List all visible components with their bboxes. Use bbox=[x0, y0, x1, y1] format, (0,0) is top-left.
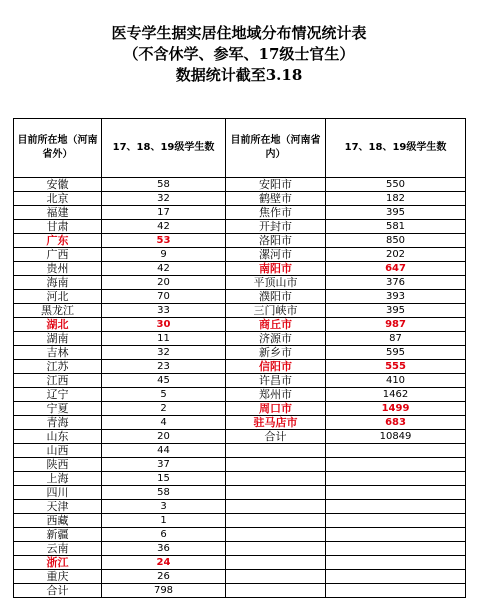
outside-name-cell: 上海 bbox=[14, 472, 102, 486]
outside-count-cell: 798 bbox=[102, 584, 226, 598]
inside-count-cell: 581 bbox=[326, 220, 466, 234]
inside-name-cell: 合计 bbox=[226, 430, 326, 444]
inside-count-cell: 393 bbox=[326, 290, 466, 304]
outside-count-cell: 37 bbox=[102, 458, 226, 472]
inside-count-cell: 1499 bbox=[326, 402, 466, 416]
outside-count-cell: 20 bbox=[102, 430, 226, 444]
outside-count-cell: 11 bbox=[102, 332, 226, 346]
title-line-1: 医专学生据实居住地域分布情况统计表 bbox=[111, 24, 367, 42]
inside-empty-cell bbox=[226, 584, 326, 598]
outside-name-cell: 湖南 bbox=[14, 332, 102, 346]
inside-empty-cell bbox=[326, 444, 466, 458]
outside-name-cell: 重庆 bbox=[14, 570, 102, 584]
inside-empty-cell bbox=[226, 514, 326, 528]
inside-empty-cell bbox=[326, 584, 466, 598]
table-row bbox=[14, 388, 466, 402]
table-row bbox=[14, 556, 466, 570]
outside-name-cell: 海南 bbox=[14, 276, 102, 290]
inside-empty-cell bbox=[226, 444, 326, 458]
inside-name-cell: 鹤壁市 bbox=[226, 192, 326, 206]
outside-name-cell: 天津 bbox=[14, 500, 102, 514]
inside-name-cell: 商丘市 bbox=[226, 318, 326, 332]
outside-name-cell: 湖北 bbox=[14, 318, 102, 332]
inside-count-cell: 555 bbox=[326, 360, 466, 374]
inside-name-cell: 驻马店市 bbox=[226, 416, 326, 430]
outside-name-cell: 西藏 bbox=[14, 514, 102, 528]
inside-count-cell: 395 bbox=[326, 304, 466, 318]
outside-name-cell: 青海 bbox=[14, 416, 102, 430]
outside-count-cell: 44 bbox=[102, 444, 226, 458]
inside-name-cell: 濮阳市 bbox=[226, 290, 326, 304]
outside-count-cell: 58 bbox=[102, 486, 226, 500]
inside-empty-cell bbox=[326, 542, 466, 556]
outside-name-cell: 新疆 bbox=[14, 528, 102, 542]
table-row bbox=[14, 206, 466, 220]
inside-name-cell: 周口市 bbox=[226, 402, 326, 416]
inside-empty-cell bbox=[226, 570, 326, 584]
table-row bbox=[14, 234, 466, 248]
table-row bbox=[14, 570, 466, 584]
inside-name-cell: 信阳市 bbox=[226, 360, 326, 374]
outside-count-cell: 36 bbox=[102, 542, 226, 556]
table-row bbox=[14, 486, 466, 500]
outside-count-cell: 3 bbox=[102, 500, 226, 514]
outside-count-cell: 2 bbox=[102, 402, 226, 416]
table-row bbox=[14, 472, 466, 486]
inside-name-cell: 新乡市 bbox=[226, 346, 326, 360]
title-block bbox=[13, 18, 465, 118]
header-row bbox=[14, 119, 466, 178]
inside-empty-cell bbox=[226, 458, 326, 472]
outside-count-cell: 4 bbox=[102, 416, 226, 430]
table-row bbox=[14, 416, 466, 430]
inside-name-cell: 南阳市 bbox=[226, 262, 326, 276]
outside-name-cell: 福建 bbox=[14, 206, 102, 220]
outside-name-cell: 江西 bbox=[14, 374, 102, 388]
inside-empty-cell bbox=[326, 556, 466, 570]
inside-count-cell: 850 bbox=[326, 234, 466, 248]
outside-count-cell: 42 bbox=[102, 262, 226, 276]
table-row bbox=[14, 430, 466, 444]
outside-name-cell: 安徽 bbox=[14, 178, 102, 192]
outside-count-cell: 45 bbox=[102, 374, 226, 388]
table-row bbox=[14, 332, 466, 346]
outside-count-cell: 70 bbox=[102, 290, 226, 304]
inside-empty-cell bbox=[226, 500, 326, 514]
table-row bbox=[14, 528, 466, 542]
outside-count-cell: 24 bbox=[102, 556, 226, 570]
table-row bbox=[14, 374, 466, 388]
outside-name-cell: 四川 bbox=[14, 486, 102, 500]
outside-name-cell: 吉林 bbox=[14, 346, 102, 360]
title-line-3: 数据统计截至3.18 bbox=[175, 66, 303, 84]
table-row bbox=[14, 458, 466, 472]
table-row bbox=[14, 276, 466, 290]
inside-name-cell: 许昌市 bbox=[226, 374, 326, 388]
outside-name-cell: 宁夏 bbox=[14, 402, 102, 416]
inside-count-cell: 595 bbox=[326, 346, 466, 360]
inside-empty-cell bbox=[226, 542, 326, 556]
inside-empty-cell bbox=[226, 472, 326, 486]
table-row bbox=[14, 402, 466, 416]
outside-name-cell: 广西 bbox=[14, 248, 102, 262]
outside-count-cell: 1 bbox=[102, 514, 226, 528]
outside-count-cell: 17 bbox=[102, 206, 226, 220]
inside-count-cell: 1462 bbox=[326, 388, 466, 402]
outside-count-cell: 58 bbox=[102, 178, 226, 192]
outside-count-cell: 26 bbox=[102, 570, 226, 584]
inside-empty-cell bbox=[226, 486, 326, 500]
inside-name-cell: 郑州市 bbox=[226, 388, 326, 402]
distribution-table bbox=[13, 118, 466, 598]
outside-name-cell: 北京 bbox=[14, 192, 102, 206]
outside-count-cell: 6 bbox=[102, 528, 226, 542]
outside-count-cell: 32 bbox=[102, 346, 226, 360]
inside-empty-cell bbox=[326, 570, 466, 584]
table-row bbox=[14, 262, 466, 276]
outside-name-cell: 黑龙江 bbox=[14, 304, 102, 318]
table-row bbox=[14, 318, 466, 332]
outside-name-cell: 江苏 bbox=[14, 360, 102, 374]
inside-count-cell: 647 bbox=[326, 262, 466, 276]
outside-count-cell: 5 bbox=[102, 388, 226, 402]
outside-count-cell: 32 bbox=[102, 192, 226, 206]
header-inside-count: 17、18、19级学生数 bbox=[326, 119, 466, 178]
inside-name-cell: 三门峡市 bbox=[226, 304, 326, 318]
outside-count-cell: 23 bbox=[102, 360, 226, 374]
outside-name-cell: 甘肃 bbox=[14, 220, 102, 234]
outside-count-cell: 30 bbox=[102, 318, 226, 332]
inside-empty-cell bbox=[226, 556, 326, 570]
header-inside-region: 目前所在地（河南省内） bbox=[226, 119, 326, 178]
inside-empty-cell bbox=[326, 472, 466, 486]
inside-count-cell: 182 bbox=[326, 192, 466, 206]
table-row bbox=[14, 178, 466, 192]
outside-name-cell: 云南 bbox=[14, 542, 102, 556]
inside-count-cell: 87 bbox=[326, 332, 466, 346]
table-row bbox=[14, 290, 466, 304]
table-row bbox=[14, 304, 466, 318]
table-body bbox=[14, 178, 466, 598]
inside-count-cell: 395 bbox=[326, 206, 466, 220]
inside-name-cell: 焦作市 bbox=[226, 206, 326, 220]
inside-empty-cell bbox=[226, 528, 326, 542]
inside-empty-cell bbox=[326, 458, 466, 472]
table-row bbox=[14, 444, 466, 458]
inside-name-cell: 平顶山市 bbox=[226, 276, 326, 290]
inside-empty-cell bbox=[326, 514, 466, 528]
inside-count-cell: 202 bbox=[326, 248, 466, 262]
inside-name-cell: 济源市 bbox=[226, 332, 326, 346]
outside-name-cell: 河北 bbox=[14, 290, 102, 304]
table-row bbox=[14, 192, 466, 206]
outside-count-cell: 53 bbox=[102, 234, 226, 248]
inside-name-cell: 安阳市 bbox=[226, 178, 326, 192]
outside-name-cell: 广东 bbox=[14, 234, 102, 248]
outside-name-cell: 山东 bbox=[14, 430, 102, 444]
table-row bbox=[14, 500, 466, 514]
outside-count-cell: 9 bbox=[102, 248, 226, 262]
table-row bbox=[14, 514, 466, 528]
header-outside-count: 17、18、19级学生数 bbox=[102, 119, 226, 178]
inside-name-cell: 开封市 bbox=[226, 220, 326, 234]
inside-count-cell: 410 bbox=[326, 374, 466, 388]
statistics-sheet bbox=[13, 18, 465, 598]
outside-count-cell: 33 bbox=[102, 304, 226, 318]
outside-count-cell: 42 bbox=[102, 220, 226, 234]
outside-name-cell: 浙江 bbox=[14, 556, 102, 570]
table-row bbox=[14, 584, 466, 598]
outside-count-cell: 15 bbox=[102, 472, 226, 486]
table-row bbox=[14, 542, 466, 556]
outside-name-cell: 陕西 bbox=[14, 458, 102, 472]
inside-count-cell: 683 bbox=[326, 416, 466, 430]
outside-name-cell: 合计 bbox=[14, 584, 102, 598]
outside-count-cell: 20 bbox=[102, 276, 226, 290]
table-row bbox=[14, 248, 466, 262]
table-row bbox=[14, 360, 466, 374]
inside-count-cell: 376 bbox=[326, 276, 466, 290]
outside-name-cell: 山西 bbox=[14, 444, 102, 458]
outside-name-cell: 贵州 bbox=[14, 262, 102, 276]
table-row bbox=[14, 220, 466, 234]
inside-count-cell: 10849 bbox=[326, 430, 466, 444]
title-line-2: （不含休学、参军、17级士官生） bbox=[123, 45, 355, 63]
inside-name-cell: 漯河市 bbox=[226, 248, 326, 262]
inside-empty-cell bbox=[326, 528, 466, 542]
inside-empty-cell bbox=[326, 486, 466, 500]
header-outside-region: 目前所在地（河南省外） bbox=[14, 119, 102, 178]
outside-name-cell: 辽宁 bbox=[14, 388, 102, 402]
inside-name-cell: 洛阳市 bbox=[226, 234, 326, 248]
table-row bbox=[14, 346, 466, 360]
inside-count-cell: 550 bbox=[326, 178, 466, 192]
inside-empty-cell bbox=[326, 500, 466, 514]
inside-count-cell: 987 bbox=[326, 318, 466, 332]
